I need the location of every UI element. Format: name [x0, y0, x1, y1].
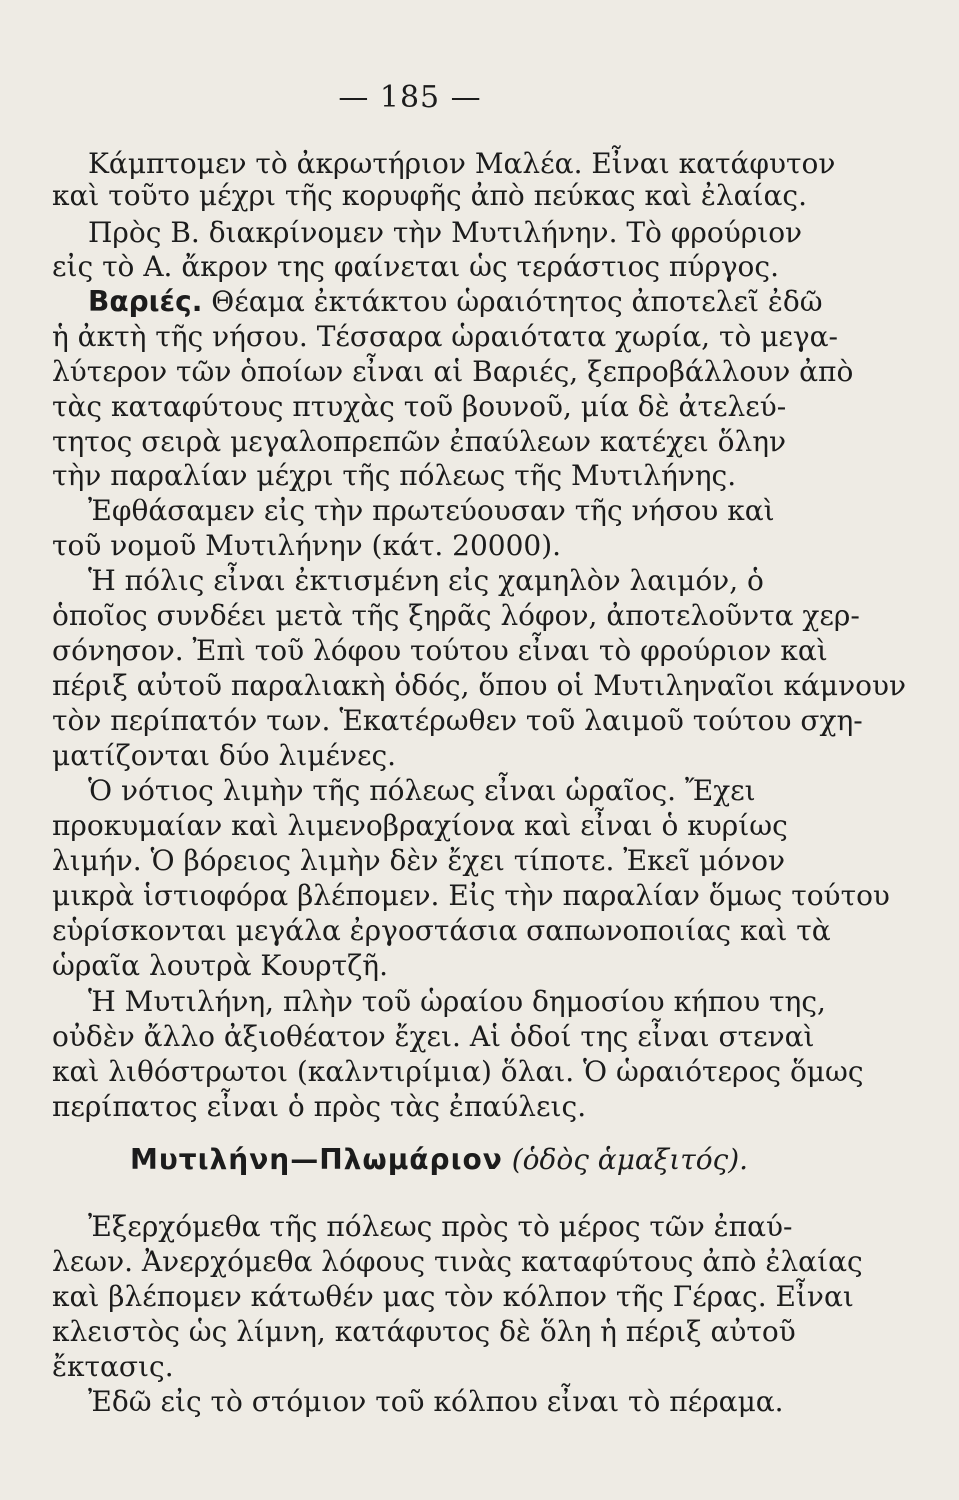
text-line: εὑρίσκονται μεγάλα ἐργοστάσια σαπωνοποιίας καὶ τὰ [52, 914, 831, 947]
page-number: — 185 — [338, 80, 482, 115]
section-heading [130, 1143, 748, 1176]
text-line [88, 285, 823, 318]
text-run: Θέαμα ἐκτάκτου ὡραιότητος ἀποτελεῖ ἐδῶ [202, 285, 823, 318]
text-line: Ἐφθάσαμεν εἰς τὴν πρωτεύουσαν τῆς νήσου καὶ [88, 494, 775, 527]
text-line: οὐδὲν ἄλλο ἀξιοθέατον ἔχει. Αἱ ὁδοί της εἶναι στεναὶ [52, 1020, 815, 1053]
text-line: προκυμαίαν καὶ λιμενοβραχίονα καὶ εἶναι ὁ κυρίως [52, 809, 788, 842]
text-line: καὶ τοῦτο μέχρι τῆς κορυφῆς ἀπὸ πεύκας καὶ ἐλαίας. [52, 179, 807, 212]
text-line: τὰς καταφύτους πτυχὰς τοῦ βουνοῦ, μία δὲ ἀτελεύ- [52, 390, 787, 423]
text-line: λύτερον τῶν ὁποίων εἶναι αἱ Βαριές, ξεπροβάλλουν ἀπὸ [52, 355, 854, 388]
text-line: μικρὰ ἱστιοφόρα βλέπομεν. Εἰς τὴν παραλίαν ὅμως τούτου [52, 879, 890, 912]
heading-road-type: (ὁδὸς ἁμαξιτός). [511, 1143, 749, 1176]
text-line: Πρὸς Β. διακρίνομεν τὴν Μυτιλήνην. Τὸ φρούριον [88, 216, 803, 249]
text-line: Ἐδῶ εἰς τὸ στόμιον τοῦ κόλπου εἶναι τὸ πέραμα. [88, 1385, 784, 1418]
text-line: τητος σειρὰ μεγαλοπρεπῶν ἐπαύλεων κατέχει ὅλην [52, 425, 787, 458]
text-line: ματίζονται δύο λιμένες. [52, 739, 397, 772]
text-line: καὶ λιθόστρωτοι (καλντιρίμια) ὅλαι. Ὁ ὡραιότερος ὅμως [52, 1055, 864, 1088]
text-line: Κάμπτομεν τὸ ἀκρωτήριον Μαλέα. Εἶναι κατάφυτον [88, 147, 836, 180]
text-line: καὶ βλέπομεν κάτωθέν μας τὸν κόλπον τῆς Γέρας. Εἶναι [52, 1280, 854, 1313]
text-line: τὴν παραλίαν μέχρι τῆς πόλεως τῆς Μυτιλήνης. [52, 459, 737, 492]
text-line: λεων. Ἀνερχόμεθα λόφους τινὰς καταφύτους ἀπὸ ἐλαίας [52, 1245, 863, 1278]
text-line: περίπατος εἶναι ὁ πρὸς τὰς ἐπαύλεις. [52, 1090, 587, 1123]
text-line: τὸν περίπατόν των. Ἑκατέρωθεν τοῦ λαιμοῦ τούτου σχη- [52, 704, 863, 737]
text-line: σόνησον. Ἐπὶ τοῦ λόφου τούτου εἶναι τὸ φρούριον καὶ [52, 634, 828, 667]
text-line: ἡ ἀκτὴ τῆς νήσου. Τέσσαρα ὡραιότατα χωρία, τὸ μεγα- [52, 320, 839, 353]
text-line: ὡραῖα λουτρὰ Κουρτζῆ. [52, 949, 388, 982]
text-line: κλειστὸς ὡς λίμνη, κατάφυτος δὲ ὅλη ἡ πέριξ αὐτοῦ [52, 1315, 796, 1348]
text-line: ἔκτασις. [52, 1350, 174, 1383]
text-line: Ἡ Μυτιλήνη, πλὴν τοῦ ὡραίου δημοσίου κήπου της, [88, 985, 826, 1018]
text-line: Ἡ πόλις εἶναι ἐκτισμένη εἰς χαμηλὸν λαιμόν, ὁ [88, 564, 764, 597]
text-line: λιμήν. Ὁ βόρειος λιμὴν δὲν ἔχει τίποτε. Ἐκεῖ μόνον [52, 844, 785, 877]
text-line: ὁποῖος συνδέει μετὰ τῆς ξηρᾶς λόφον, ἀποτελοῦντα χερ- [52, 599, 860, 632]
text-line: πέριξ αὐτοῦ παραλιακὴ ὁδός, ὅπου οἱ Μυτιληναῖοι κάμνουν [52, 669, 907, 702]
text-line: τοῦ νομοῦ Μυτιλήνην (κάτ. 20000). [52, 529, 562, 562]
heading-route: Μυτιλήνη—Πλωμάριον [130, 1143, 503, 1176]
text-line: εἰς τὸ Α. ἄκρον της φαίνεται ὡς τεράστιος πύργος. [52, 250, 779, 283]
text-line: Ὁ νότιος λιμὴν τῆς πόλεως εἶναι ὡραῖος. Ἔχει [88, 774, 756, 807]
place-name-varies: Βαριές. [88, 285, 203, 318]
text-line: Ἐξερχόμεθα τῆς πόλεως πρὸς τὸ μέρος τῶν ἐπαύ- [88, 1210, 793, 1243]
